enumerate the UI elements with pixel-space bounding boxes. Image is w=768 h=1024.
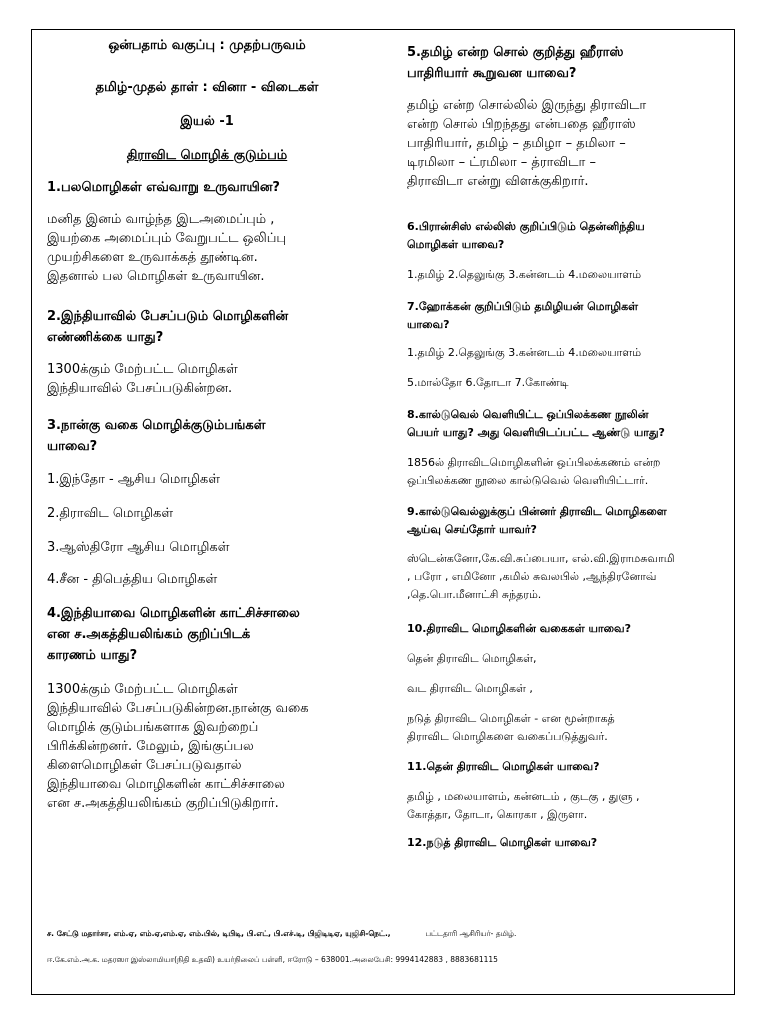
question-2-line: எண்ணிக்கை யாது? [47, 330, 164, 345]
question-9-line: ஆய்வு செய்தோர் யாவர்? [407, 523, 537, 536]
question-6 [407, 218, 725, 254]
question-2 [47, 306, 367, 348]
question-4-line: காரணம் யாது? [47, 648, 138, 663]
answer-11-line: தமிழ் , மலையாளம், கன்னடம் , குடகு , துளு , [407, 790, 640, 803]
question-3-line: யாவை? [47, 439, 98, 454]
answer-9-line: , பரோ , எமினோ ,கமில் சுவலபில் ,ஆந்திரனோவ் [407, 570, 657, 583]
answer-7-part-1: 1.தமிழ் 2.தெலுங்கு 3.கன்னடம் 4.மலையாளம் [407, 346, 642, 359]
answer-6: 1.தமிழ் 2.தெலுங்கு 3.கன்னடம் 4.மலையாளம் [407, 268, 642, 281]
question-7-line: 7.ஹோக்கன் குறிப்பிடும் தமிழியன் மொழிகள் [407, 300, 639, 313]
topic-title-text: திராவிட மொழிக் குடும்பம் [126, 148, 288, 163]
answer-5-line: தமிழ் என்ற சொல்லில் இருந்து திராவிடா [407, 98, 647, 113]
question-6-line: மொழிகள் யாவை? [407, 238, 505, 251]
answer-11-line: கோத்தா, தோடா, கொரகா , இருளா. [407, 808, 588, 821]
answer-9-line: ஸ்டென்கனோ,கே.வி.சுப்பையா, எல்.வி.இராமசுவாமி [407, 552, 675, 565]
question-4 [47, 603, 367, 666]
topic-title [47, 148, 367, 164]
question-11: 11.தென் திராவிட மொழிகள் யாவை? [407, 760, 600, 773]
chapter-heading: இயல் -1 [180, 114, 234, 129]
answer-4-line: இந்தியாவில் பேசப்படுகின்றன.நான்கு வகை [47, 701, 309, 716]
answer-8 [407, 454, 725, 490]
question-7 [407, 298, 725, 334]
answer-4-line: கிளைமொழிகள் பேசப்படுவதால் [47, 758, 242, 773]
answer-8-line: ஒப்பிலக்கண நூலை கால்டுவெல் வெளியிட்டார். [407, 474, 649, 487]
answer-2 [47, 360, 367, 398]
footer-author-line [47, 929, 727, 939]
author-role: பட்டதாரி ஆசிரியர்- தமிழ். [425, 929, 517, 938]
question-4-line: என ச.அகத்தியலிங்கம் குறிப்பிடக் [47, 627, 251, 642]
answer-8-line: 1856ல் திராவிடமொழிகளின் ஒப்பிலக்கணம் என்ற [407, 456, 661, 469]
class-term-heading: ஒன்பதாம் வகுப்பு : முதற்பருவம் [108, 38, 306, 53]
answer-1-line: மனித இனம் வாழ்ந்த இடஅமைப்பும் , [47, 212, 275, 227]
answer-4-line: மொழிக் குடும்பங்களாக இவற்றைப் [47, 720, 259, 735]
footer-school-line: ஈ.கே.எம்.அ.க. மதரஸா இஸ்லாமியா(நிதி உதவி) உயர்நிலைப் பள்ளி, ஈரோடு – 638001.அலைபேசி: 9994142883 , 8883681115 [47, 955, 498, 964]
question-8-line: பெயர் யாது? அது வெளியிடப்பட்ட ஆண்டு யாது? [407, 426, 665, 439]
answer-5-line: என்ற சொல் பிறந்தது என்பதை ஹீராஸ் [407, 117, 636, 132]
answer-10-central [407, 710, 725, 746]
family-2: 2.திராவிட மொழிகள் [47, 506, 174, 521]
answer-2-line: 1300க்கும் மேற்பட்ட மொழிகள் [47, 362, 238, 377]
question-6-line: 6.பிரான்சிஸ் எல்லிஸ் குறிப்பிடும் தென்னிந்திய [407, 220, 645, 233]
question-1: 1.பலமொழிகள் எவ்வாறு உருவாயின? [47, 180, 280, 195]
question-2-line: 2.இந்தியாவில் பேசப்படும் மொழிகளின் [47, 309, 289, 324]
question-5-line: 5.தமிழ் என்ற சொல் குறித்து ஹீராஸ் [407, 45, 624, 60]
question-5 [407, 42, 725, 84]
answer-10-line: நடுத் திராவிட மொழிகள் - என மூன்றாகத் [407, 712, 615, 725]
question-8-line: 8.கால்டுவெல் வெளியிட்ட ஒப்பிலக்கண நூலின் [407, 408, 649, 421]
answer-4-line: என ச.அகத்தியலிங்கம் குறிப்பிடுகிறார். [47, 796, 279, 811]
answer-4-line: இந்தியாவை மொழிகளின் காட்சிச்சாலை [47, 777, 285, 792]
question-9 [407, 503, 725, 539]
answer-4-line: பிரிக்கின்றனர். மேலும், இங்குப்பல [47, 739, 254, 754]
answer-9 [407, 550, 725, 604]
question-12: 12.நடுத் திராவிட மொழிகள் யாவை? [407, 836, 598, 849]
family-1: 1.இந்தோ - ஆசிய மொழிகள் [47, 472, 220, 487]
answer-2-line: இந்தியாவில் பேசப்படுகின்றன. [47, 381, 233, 396]
question-3 [47, 415, 367, 457]
answer-1-line: முயற்சிகளை உருவாக்கத் தூண்டின. [47, 250, 258, 265]
answer-5-line: பாதிரியார், தமிழ் – தமிழா – தமிலா – [407, 136, 626, 151]
paper-heading: தமிழ்-முதல் தாள் : வினா - விடைகள் [95, 80, 319, 95]
family-3: 3.ஆஸ்திரோ ஆசிய மொழிகள் [47, 540, 230, 555]
answer-11 [407, 788, 725, 824]
answer-1-line: இதனால் பல மொழிகள் உருவாயின. [47, 269, 265, 284]
question-7-line: யாவை? [407, 318, 450, 331]
answer-5 [407, 96, 725, 191]
answer-10-north: வட திராவிட மொழிகள் , [407, 682, 533, 695]
answer-9-line: ,தெ.பொ.மீனாட்சி சுந்தரம். [407, 588, 542, 601]
author-credentials: ச. சேட்டு மதார்சா, எம்.ஏ, எம்.ஏ,எம்.ஏ, எம்.பில், டிபிடி, பி.எட், பி.எச்.டி, பிஜிடிடிஏ, யுஜிசி-நெட்., [47, 929, 391, 938]
question-4-line: 4.இந்தியாவை மொழிகளின் காட்சிச்சாலை [47, 606, 300, 621]
question-3-line: 3.நான்கு வகை மொழிக்குடும்பங்கள் [47, 418, 266, 433]
question-10: 10.திராவிட மொழிகளின் வகைகள் யாவை? [407, 622, 631, 635]
family-4: 4.சீன - திபெத்திய மொழிகள் [47, 572, 218, 587]
answer-1 [47, 210, 367, 286]
answer-10-line: திராவிட மொழிகளை வகைப்படுத்துவர். [407, 730, 608, 743]
answer-5-line: திராவிடா என்று விளக்குகிறார். [407, 174, 589, 189]
question-8 [407, 406, 725, 442]
question-9-line: 9.கால்டுவெல்லுக்குப் பின்னர் திராவிட மொழிகளை [407, 505, 667, 518]
question-5-line: பாதிரியார் கூறுவன யாவை? [407, 66, 577, 81]
answer-4-line: 1300க்கும் மேற்பட்ட மொழிகள் [47, 682, 238, 697]
answer-10-south: தென் திராவிட மொழிகள், [407, 652, 537, 665]
answer-7-part-2: 5.மால்தோ 6.தோடா 7.கோண்டி [407, 376, 569, 389]
answer-4 [47, 680, 359, 813]
answer-5-line: டிரமிலா – ட்ரமிலா – த்ராவிடா – [407, 155, 596, 170]
answer-1-line: இயற்கை அமைப்பும் வேறுபட்ட ஒலிப்பு [47, 231, 287, 246]
